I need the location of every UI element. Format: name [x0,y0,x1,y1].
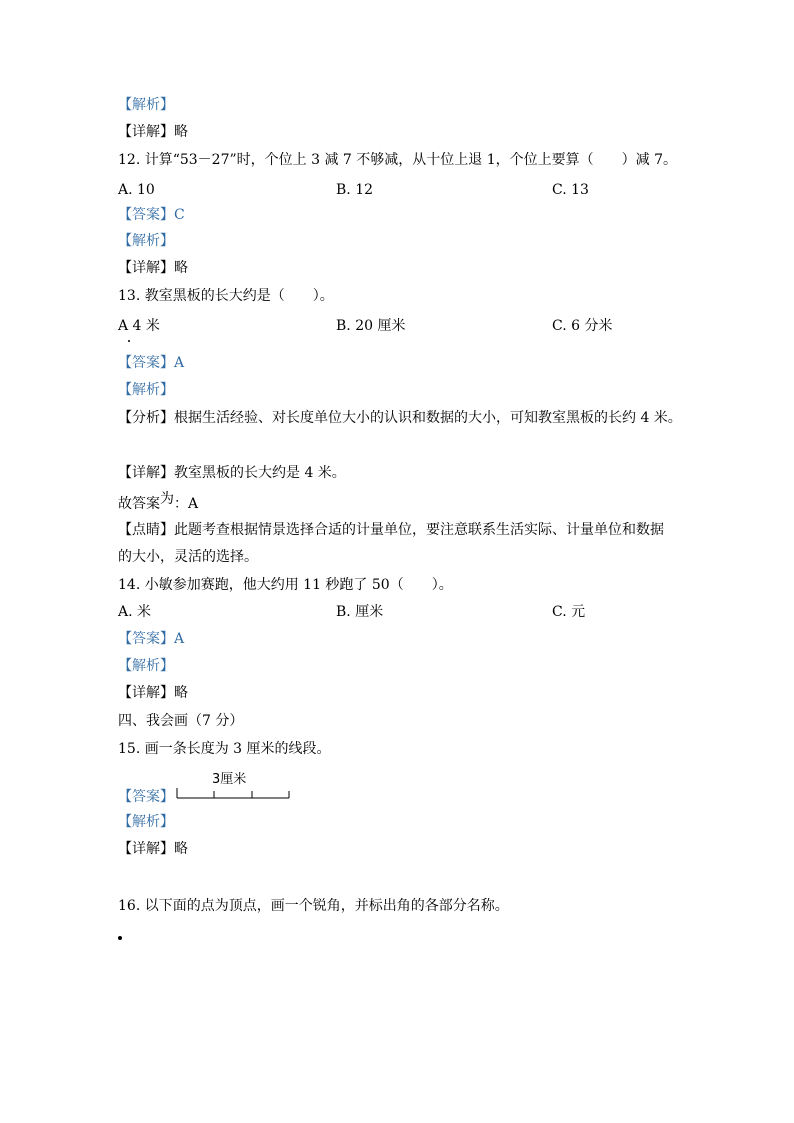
final-suffix: ：A [174,496,199,512]
q15-answer: 【答案】 [118,789,174,805]
q13-jiexi: 【解析】 [118,382,174,398]
question-15: 15. 画一条长度为 3 厘米的线段。 [118,741,331,757]
question-14: 14. 小敏参加赛跑，他大约用 11 秒跑了 50（ ）。 [118,577,453,593]
q13-fenxi: 【分析】根据生活经验、对长度单位大小的认识和数据的大小，可知教室黑板的长约 4 米。 [118,410,682,426]
q12-option-a: A. 10 [118,182,155,198]
q14-option-a: A. 米 [118,604,152,620]
final-sup: 为 [160,491,174,507]
q13-xiangjie: 【详解】教室黑板的长大约是 4 米。 [118,465,346,481]
xiangjie-line: 【详解】略 [118,124,188,140]
q12-xiangjie: 【详解】略 [118,260,188,276]
q13-dianjing-line-2: 的大小，灵活的选择。 [118,549,258,565]
q12-option-c: C. 13 [552,182,589,198]
jiexi-label: 【解析】 [118,97,174,113]
stray-dot [128,340,130,342]
question-16: 16. 以下面的点为顶点，画一个锐角，并标出角的各部分名称。 [118,898,509,914]
vertex-point [118,936,122,940]
q13-answer: 【答案】A [118,355,185,371]
q13-final-answer [118,491,199,514]
q13-dianjing-line-1: 【点睛】此题考查根据情景选择合适的计量单位，要注意联系生活实际、计量单位和数据 [118,522,664,538]
q14-option-c: C. 元 [552,604,586,620]
ruler-label: 3厘米 [212,772,247,787]
section-4-heading: 四、我会画（7 分） [118,713,244,729]
final-prefix: 故答案 [118,496,160,512]
q13-option-b: B. 20 厘米 [336,318,406,334]
q12-option-b: B. 12 [336,182,374,198]
q14-option-b: B. 厘米 [336,604,384,620]
q15-xiangjie: 【详解】略 [118,841,188,857]
q12-answer: 【答案】C [118,207,185,223]
q13-option-a: A 4 米 [118,318,160,334]
line-segment-3cm [176,786,290,800]
q15-jiexi: 【解析】 [118,814,174,830]
q14-answer: 【答案】A [118,631,185,647]
q12-jiexi: 【解析】 [118,233,174,249]
question-12: 12. 计算“53－27”时，个位上 3 减 7 不够减，从十位上退 1，个位上要算（ ）减 7。 [118,152,677,168]
q13-option-c: C. 6 分米 [552,318,613,334]
q14-xiangjie: 【详解】略 [118,685,188,701]
q14-jiexi: 【解析】 [118,658,174,674]
question-13: 13. 教室黑板的长大约是（ ）。 [118,288,334,304]
